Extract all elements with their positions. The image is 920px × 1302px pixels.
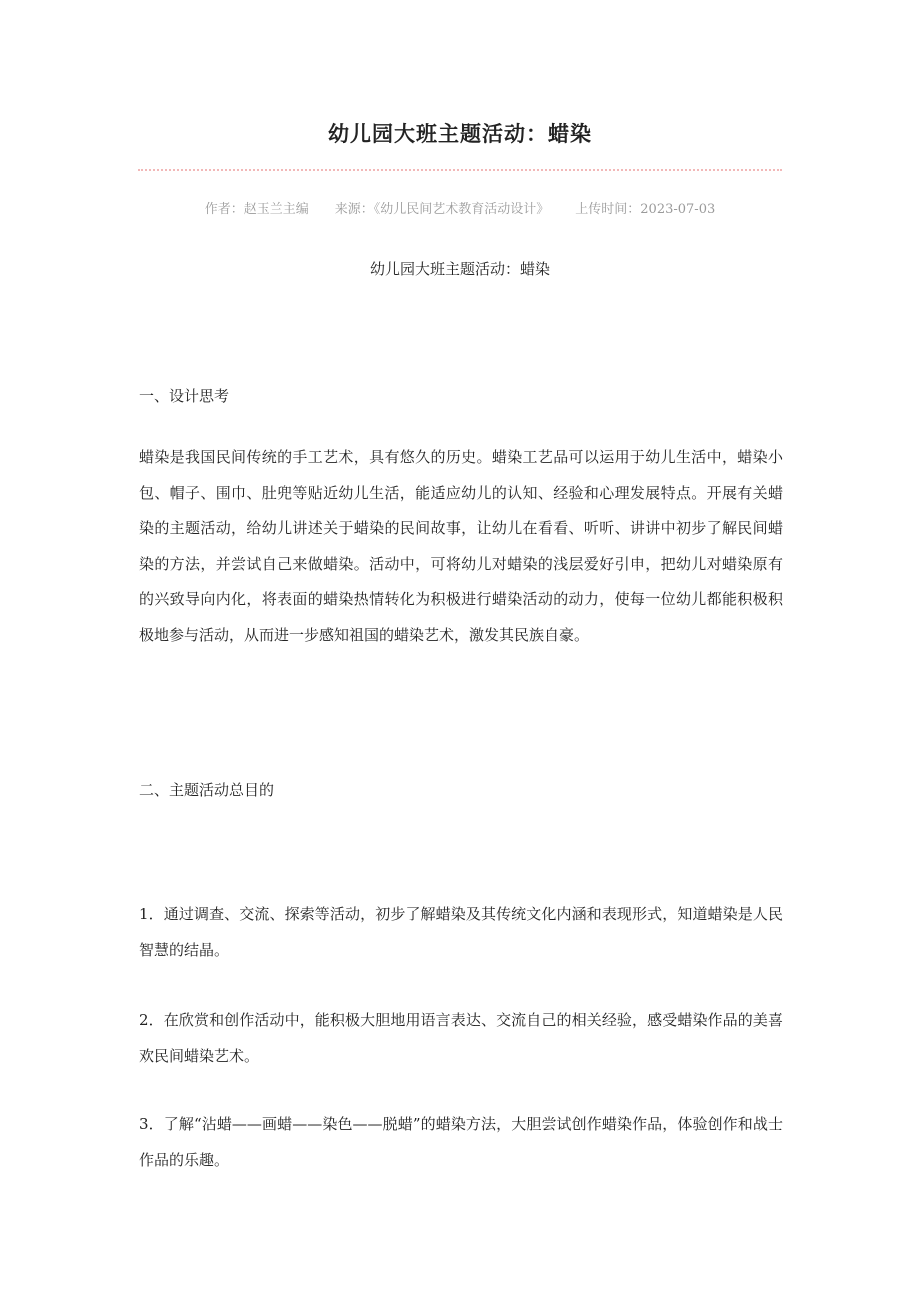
meta-source: 来源：《幼儿民间艺术教育活动设计》 [334,202,550,217]
goal-item-2: 2．在欣赏和创作活动中，能积极大胆地用语言表达、交流自己的相关经验，感受蜡染作品的美喜欢民间蜡染艺术。 [139,1011,783,1065]
title-divider [138,169,782,171]
page-title: 幼儿园大班主题活动：蜡染 [328,121,592,146]
article-meta [0,198,920,217]
article-subtitle: 幼儿园大班主题活动：蜡染 [369,260,550,278]
section-paragraph-design-thinking: 蜡染是我国民间传统的手工艺术，具有悠久的历史。蜡染工艺品可以运用于幼儿生活中，蜡染小包、帽子、围巾、肚兜等贴近幼儿生活，能适应幼儿的认知、经验和心理发展特点。开展有关蜡染的主题活动，给幼儿讲述关于蜡染的民间故事，让幼儿在看看、听听、讲讲中初步了解民间蜡染的方法，并尝试自己来做蜡染。活动中，可将幼儿对蜡染的浅层爱好引申，把幼儿对蜡染原有的兴致导向内化，将表面的蜡染热情转化为积极进行蜡染活动的动力，使每一位幼儿都能积极积极地参与活动，从而进一步感知祖国的蜡染艺术，激发其民族自豪。 [139,448,783,644]
goal-item-3: 3．了解“沾蜡——画蜡——染色——脱蜡”的蜡染方法，大胆尝试创作蜡染作品，体验创作和战士作品的乐趣。 [139,1115,783,1169]
section-heading-design-thinking: 一、设计思考 [139,387,230,405]
meta-upload-time: 上传时间：2023-07-03 [575,202,716,217]
goal-item-1: 1．通过调查、交流、探索等活动，初步了解蜡染及其传统文化内涵和表现形式，知道蜡染是人民智慧的结晶。 [139,905,783,959]
meta-author: 作者：赵玉兰主编 [204,202,309,217]
section-heading-goals: 二、主题活动总目的 [139,781,275,799]
